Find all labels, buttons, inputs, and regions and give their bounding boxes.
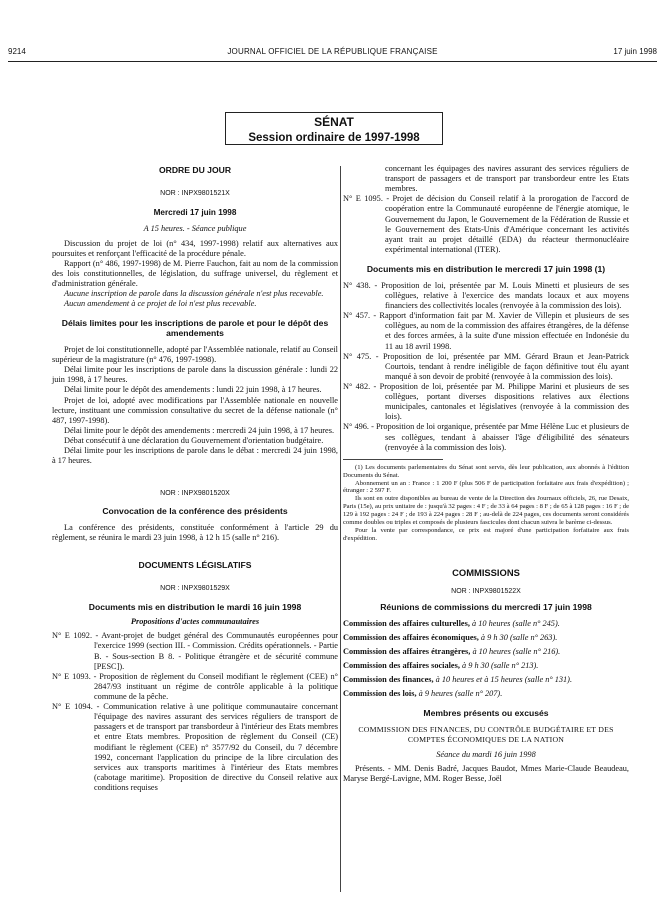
item-e1095: N° E 1095. - Projet de décision du Conseil relatif à la prorogation de l'accord de coopération entre la Communauté européenne de l'énergie atomique, le Gouvernement du Japon, le Gouvernement de la Fédération de Russie et le Gouvernement des Etats-Unis d'Amérique concernant les activités ayant trait au projet détaillé (EDA) du réacteur thermonucléaire expérimental international (ITER). [343,194,629,254]
item-e1093: N° E 1093. - Proposition de règlement du Conseil modifiant le règlement (CEE) n° 2847/93 instituant un régime de contrôle applicable à la politique commune de la pêche. [52,671,338,702]
nor-1: NOR : INPX9801521X [160,189,230,197]
item-e1094: N° E 1094. - Communication relative à une politique communautaire concernant l'équipage des navires assurant des services réguliers de transport de passagers et de transport par transbordeur à l'intérieur des Etats membres et entre Etats membres. Proposition de règlement du Conseil (CE) modifiant le règlement (CEE) n° 3577/92 du Conseil, du 7 décembre 1992, concernant l'application du principe de la libre circulation des services aux transports maritimes à l'intérieur des Etats membres (cabotage maritime). Proposition de directive du Conseil relative aux conditions requises [52,702,338,792]
journal-title: JOURNAL OFFICIEL DE LA RÉPUBLIQUE FRANÇAISE [227,47,438,56]
delais-para-7: Délai limite pour les inscriptions de parole dans le débat : mercredi 24 juin 1998, à 17 heures. [52,446,338,466]
nor-4: NOR : INPX9801522X [451,588,521,596]
right-column [343,164,629,785]
footnote-1: (1) Les documents parlementaires du Sénat sont servis, dès leur publication, aux abonnés à l'édition Documents du Sénat. [343,463,629,479]
left-column [52,166,338,793]
rapport-para: Rapport (n° 486, 1997-1998) de M. Pierre Fauchon, fait au nom de la commission des lois constitutionnelles, de législation, du suffrage universel, du règlement et d'administration générale. [52,258,338,288]
delais-para-1: Projet de loi constitutionnelle, adopté par l'Assemblée nationale, relatif au Conseil supérieur de la magistrature (n° 476, 1997-1998). [52,345,338,365]
commission-1: Commission des affaires culturelles, à 10 heures (salle n° 245). [343,618,560,628]
commission-finances-title: COMMISSION DES FINANCES, DU CONTRÔLE BUDGÉTAIRE ET DES COMPTES ÉCONOMIQUES DE LA NATION [358,725,614,744]
commission-4: Commission des affaires sociales, à 9 h 30 (salle n° 213). [343,660,539,670]
documents-17-title: Documents mis en distribution le mercredi 17 juin 1998 (1) [366,263,606,274]
commissions-title: COMMISSIONS [452,566,520,578]
amendement-note: Aucun amendement à ce projet de loi n'est plus recevable. [64,299,257,309]
item-482: N° 482. - Proposition de loi, présentée par M. Philippe Marini et plusieurs de ses collègues, portant diverses dispositions relatives aux élections municipales, cantonales et législatives (renvoyée à la commission des lois). [343,381,629,422]
page-number: 9214 [8,47,26,56]
item-e1092: N° E 1092. - Avant-projet de budget général des Communautés européennes pour l'exercice 1999 (section III. - Commission. Crédits opérationnels. - Partie B. - Sous-section B 8. - Politique étrangère et de sécurité commune [PESC]). [52,631,338,671]
date-heading: Mercredi 17 juin 1998 [153,208,237,218]
item-475: N° 475. - Proposition de loi, présentée par MM. Gérard Braun et Jean-Patrick Courtois, tendant à rendre inéligible de façon définitive tout élu ayant manqué à son devoir de probité (renvoyée à la commission des lois). [343,351,629,381]
inscription-note: Aucune inscription de parole dans la discussion générale n'est plus recevable. [64,289,324,299]
reunions-title: Réunions de commissions du mercredi 17 juin 1998 [380,601,592,612]
commission-3: Commission des affaires étrangères, à 10 heures (salle n° 216). [343,646,561,656]
item-457: N° 457. - Rapport d'information fait par M. Xavier de Villepin et plusieurs de ses collègues, au nom de la commission des affaires étrangères, de la défense et des forces armées, à la suite d'une mission effectuée en Indonésie du 11 au 18 avril 1998. [343,311,629,351]
discussion-para: Discussion du projet de loi (n° 434, 1997-1998) relatif aux alternatives aux poursuites et renforçant l'efficacité de la procédure pénale. [52,238,338,258]
delais-para-3: Délai limite pour le dépôt des amendements : lundi 22 juin 1998, à 17 heures. [64,385,322,395]
delais-para-2: Délai limite pour les inscriptions de parole dans la discussion générale : lundi 22 juin 1998, à 17 heures. [52,365,338,385]
propositions-title: Propositions d'actes communautaires [130,617,260,627]
footnote-4: Pour la vente par correspondance, ce prix est majoré d'une participation forfaitaire aux frais d'expédition. [343,526,629,542]
documents-16-title: Documents mis en distribution le mardi 16 juin 1998 [88,602,302,613]
senat-title-box [225,112,443,145]
documents-legislatifs-title: DOCUMENTS LÉGISLATIFS [138,559,252,570]
delais-para-4: Projet de loi, adopté avec modifications par l'Assemblée nationale en nouvelle lecture, instituant une commission consultative du secret de la défense nationale (n° 487, 1997-1998). [52,395,338,425]
senat-title: SÉNAT [314,115,354,129]
delais-title: Délais limites pour les inscriptions de parole et pour le dépôt des amendements [61,318,329,339]
convocation-title: Convocation de la conférence des présidents [102,505,288,516]
seance-16-line: Séance du mardi 16 juin 1998 [436,750,536,760]
membres-title: Membres présents ou excusés [423,708,549,719]
footnote-separator [343,459,443,460]
delais-para-6: Débat consécutif à une déclaration du Gouvernement d'orientation budgétaire. [64,436,324,446]
nor-3: NOR : INPX9801529X [160,584,230,592]
header-rule [8,61,657,62]
e1094-continued: concernant les équipages des navires assurant des services réguliers de transport de passagers et de transport par transbordeur entre les Etats membres. [385,164,629,194]
session-title: Session ordinaire de 1997-1998 [248,131,420,144]
item-438: N° 438. - Proposition de loi, présentée par M. Louis Minetti et plusieurs de ses collègues, relative à l'exercice des mandats locaux et aux moyens financiers des collectivités locales (renvoyée à la commission des lois). [343,280,629,311]
header-date: 17 juin 1998 [613,47,657,56]
item-496: N° 496. - Proposition de loi organique, présentée par Mme Hélène Luc et plusieurs de ses collègues, tendant à abaisser l'âge d'éligibilité des sénateurs (renvoyée à la commission des lois). [343,422,629,452]
convocation-para: La conférence des présidents, constituée conformément à l'article 29 du règlement, se réunira le mardi 23 juin 1998, à 12 h 15 (salle n° 216). [52,522,338,542]
seance-line: A 15 heures. - Séance publique [143,224,247,234]
page-header [8,47,657,61]
footnote-2: Abonnement un an : France : 1 200 F (plus 506 F de participation forfaitaire aux frais d'expédition) ; étranger : 2 597 F. [343,479,629,495]
commission-6: Commission des lois, à 9 heures (salle n° 207). [343,689,503,699]
column-separator [340,166,341,892]
footnote-3: Ils sont en outre disponibles au bureau de vente de la Direction des Journaux officiels, 26, rue Desaix, Paris (15e), au prix unitaire de : jusqu'à 32 pages : 4 F ; de 33 à 64 pages : 8 F ; de 65 à 128 pages : 16 F ; de 129 à 192 pages : 24 F ; de 193 à 224 pages : 28 F ; au-delà de 224 pages, ces documents seront considérés comme doubles ou triples et composés de plusieurs fascicules dont chacun suivra le barème ci-dessus. [343,495,629,527]
delais-para-5: Délai limite pour le dépôt des amendements : mercredi 24 juin 1998, à 17 heures. [64,425,335,435]
commission-2: Commission des affaires économiques, à 9 h 30 (salle n° 263). [343,632,558,642]
presents-para: Présents. - MM. Denis Badré, Jacques Baudot, Mmes Marie-Claude Beaudeau, Maryse Bergé-Lavigne, MM. Roger Besse, Joël [343,764,629,784]
commission-5: Commission des finances, à 10 heures et à 15 heures (salle n° 131). [343,675,573,685]
ordre-du-jour-title: ORDRE DU JOUR [158,165,232,175]
nor-2: NOR : INPX9801520X [160,490,230,498]
